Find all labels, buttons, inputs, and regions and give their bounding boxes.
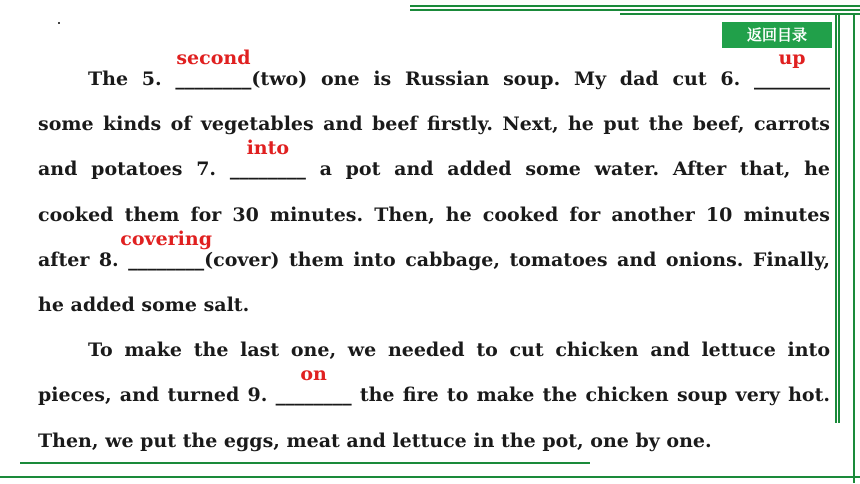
right-border-outer [853, 13, 855, 483]
top-border [410, 5, 860, 11]
answer-5: second [176, 47, 251, 69]
passage-line: The 5. ________ second (two) one is Russian soup. My dad cut 6. ________ up [88, 47, 830, 90]
passage-line: cooked them for 30 minutes. Then, he cooked for another 10 minutes [38, 203, 830, 226]
answer-8: covering [120, 227, 213, 250]
passage-line: some kinds of vegetables and beef firstly. Next, he put the beef, carrots [38, 113, 830, 136]
blank-7: ________ into [229, 137, 306, 181]
passage [38, 47, 830, 464]
bottom-border-outer [0, 476, 860, 478]
passage-line: Then, we put the eggs, meat and lettuce in the pot, one by one. [38, 429, 712, 452]
answer-9: on [300, 363, 327, 386]
passage-line: after 8. ________ covering (cover) them into cabbage, tomatoes and onions. Finally, [38, 227, 830, 271]
passage-line: he added some salt. [38, 293, 250, 316]
passage-line: To make the last one, we needed to cut chicken and lettuce into [88, 339, 830, 362]
decorative-dot [58, 22, 60, 24]
blank-9: ________ on [275, 363, 352, 407]
back-to-contents-button[interactable]: 返回目录 [722, 22, 832, 48]
blank-6: ________ up [754, 47, 830, 90]
blank-8: ________ covering [120, 227, 213, 271]
top-border-inner [620, 13, 860, 15]
passage-line: and potatoes 7. ________ into a pot and added some water. After that, he [38, 137, 830, 181]
passage-line: pieces, and turned 9. ________ on the fire to make the chicken soup very hot. [38, 363, 830, 407]
answer-6: up [778, 47, 806, 69]
answer-7: into [246, 137, 290, 160]
blank-5: ________ second [175, 47, 252, 90]
right-border [835, 13, 840, 423]
